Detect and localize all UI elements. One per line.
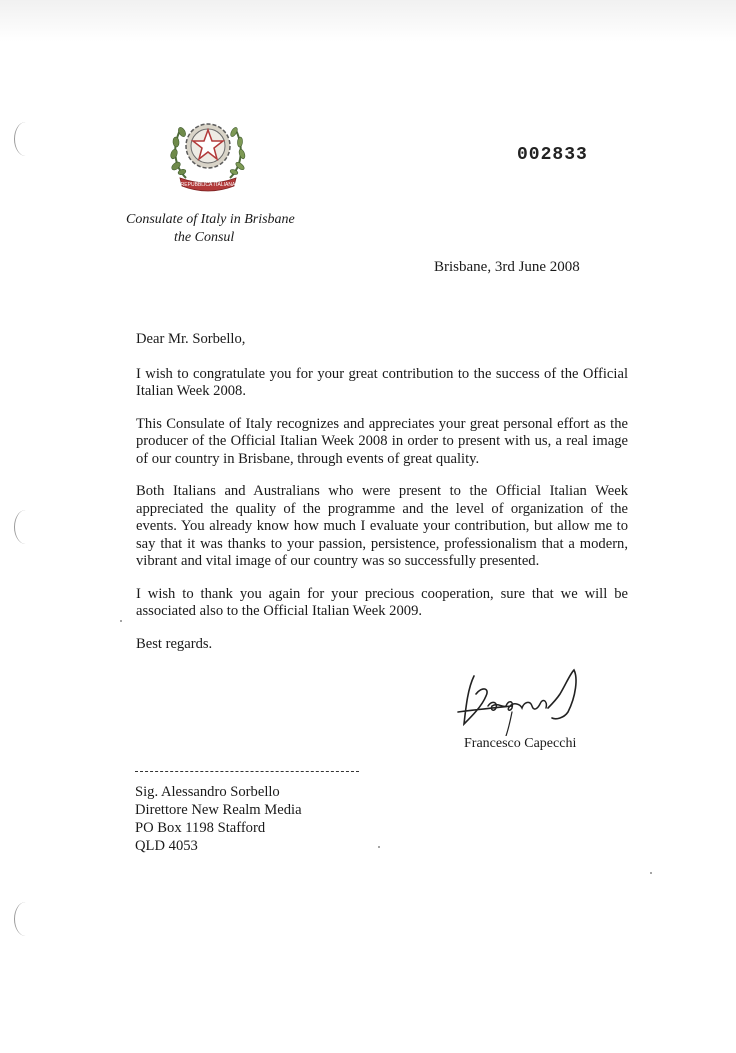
salutation: Dear Mr. Sorbello,	[136, 331, 246, 347]
scan-speck	[378, 846, 380, 848]
letter-date: Brisbane, 3rd June 2008	[434, 259, 580, 275]
handwritten-signature-icon	[452, 666, 602, 736]
body-paragraph: This Consulate of Italy recognizes and appreciates your great personal effort as the producer of the Official Italian Week 2008 in order to present with us, a real image of our country in Brisbane, through events of great quality.	[136, 415, 628, 467]
recipient-title: Direttore New Realm Media	[135, 802, 302, 818]
recipient-address-line: QLD 4053	[135, 838, 198, 854]
punch-hole-mark	[14, 122, 37, 156]
letter-body	[136, 331, 628, 668]
scan-shadow	[0, 0, 736, 42]
reference-number: 002833	[517, 145, 588, 165]
recipient-address	[135, 783, 302, 855]
punch-hole-mark	[14, 510, 37, 544]
consulate-name: Consulate of Italy in Brisbane	[126, 212, 295, 227]
signer-name: Francesco Capecchi	[464, 736, 577, 751]
punch-hole-mark	[14, 902, 37, 936]
body-paragraph: I wish to congratulate you for your great contribution to the success of the Official Italian Week 2008.	[136, 365, 628, 399]
body-paragraph: Both Italians and Australians who were present to the Official Italian Week appreciated the quality of the programme and the level of organization of the events. You already know how much I evaluate your contribution, but allow me to say that it was thanks to your passion, persistence, professionalism that a modern, vibrant and vital image of our country was so successfully presented.	[136, 483, 628, 569]
scan-speck	[120, 620, 122, 622]
closing: Best regards.	[136, 635, 213, 652]
recipient-name: Sig. Alessandro Sorbello	[135, 784, 280, 800]
italian-republic-emblem-icon	[168, 108, 248, 194]
body-paragraph: I wish to thank you again for your precious cooperation, sure that we will be associated also to the Official Italian Week 2009.	[136, 585, 628, 619]
recipient-address-line: PO Box 1198 Stafford	[135, 820, 266, 836]
emblem-ribbon-text: REPUBBLICA ITALIANA	[180, 182, 236, 188]
address-divider	[135, 771, 359, 772]
scan-speck	[650, 872, 652, 874]
consul-title: the Consul	[174, 230, 235, 245]
letterhead-office	[118, 211, 318, 247]
